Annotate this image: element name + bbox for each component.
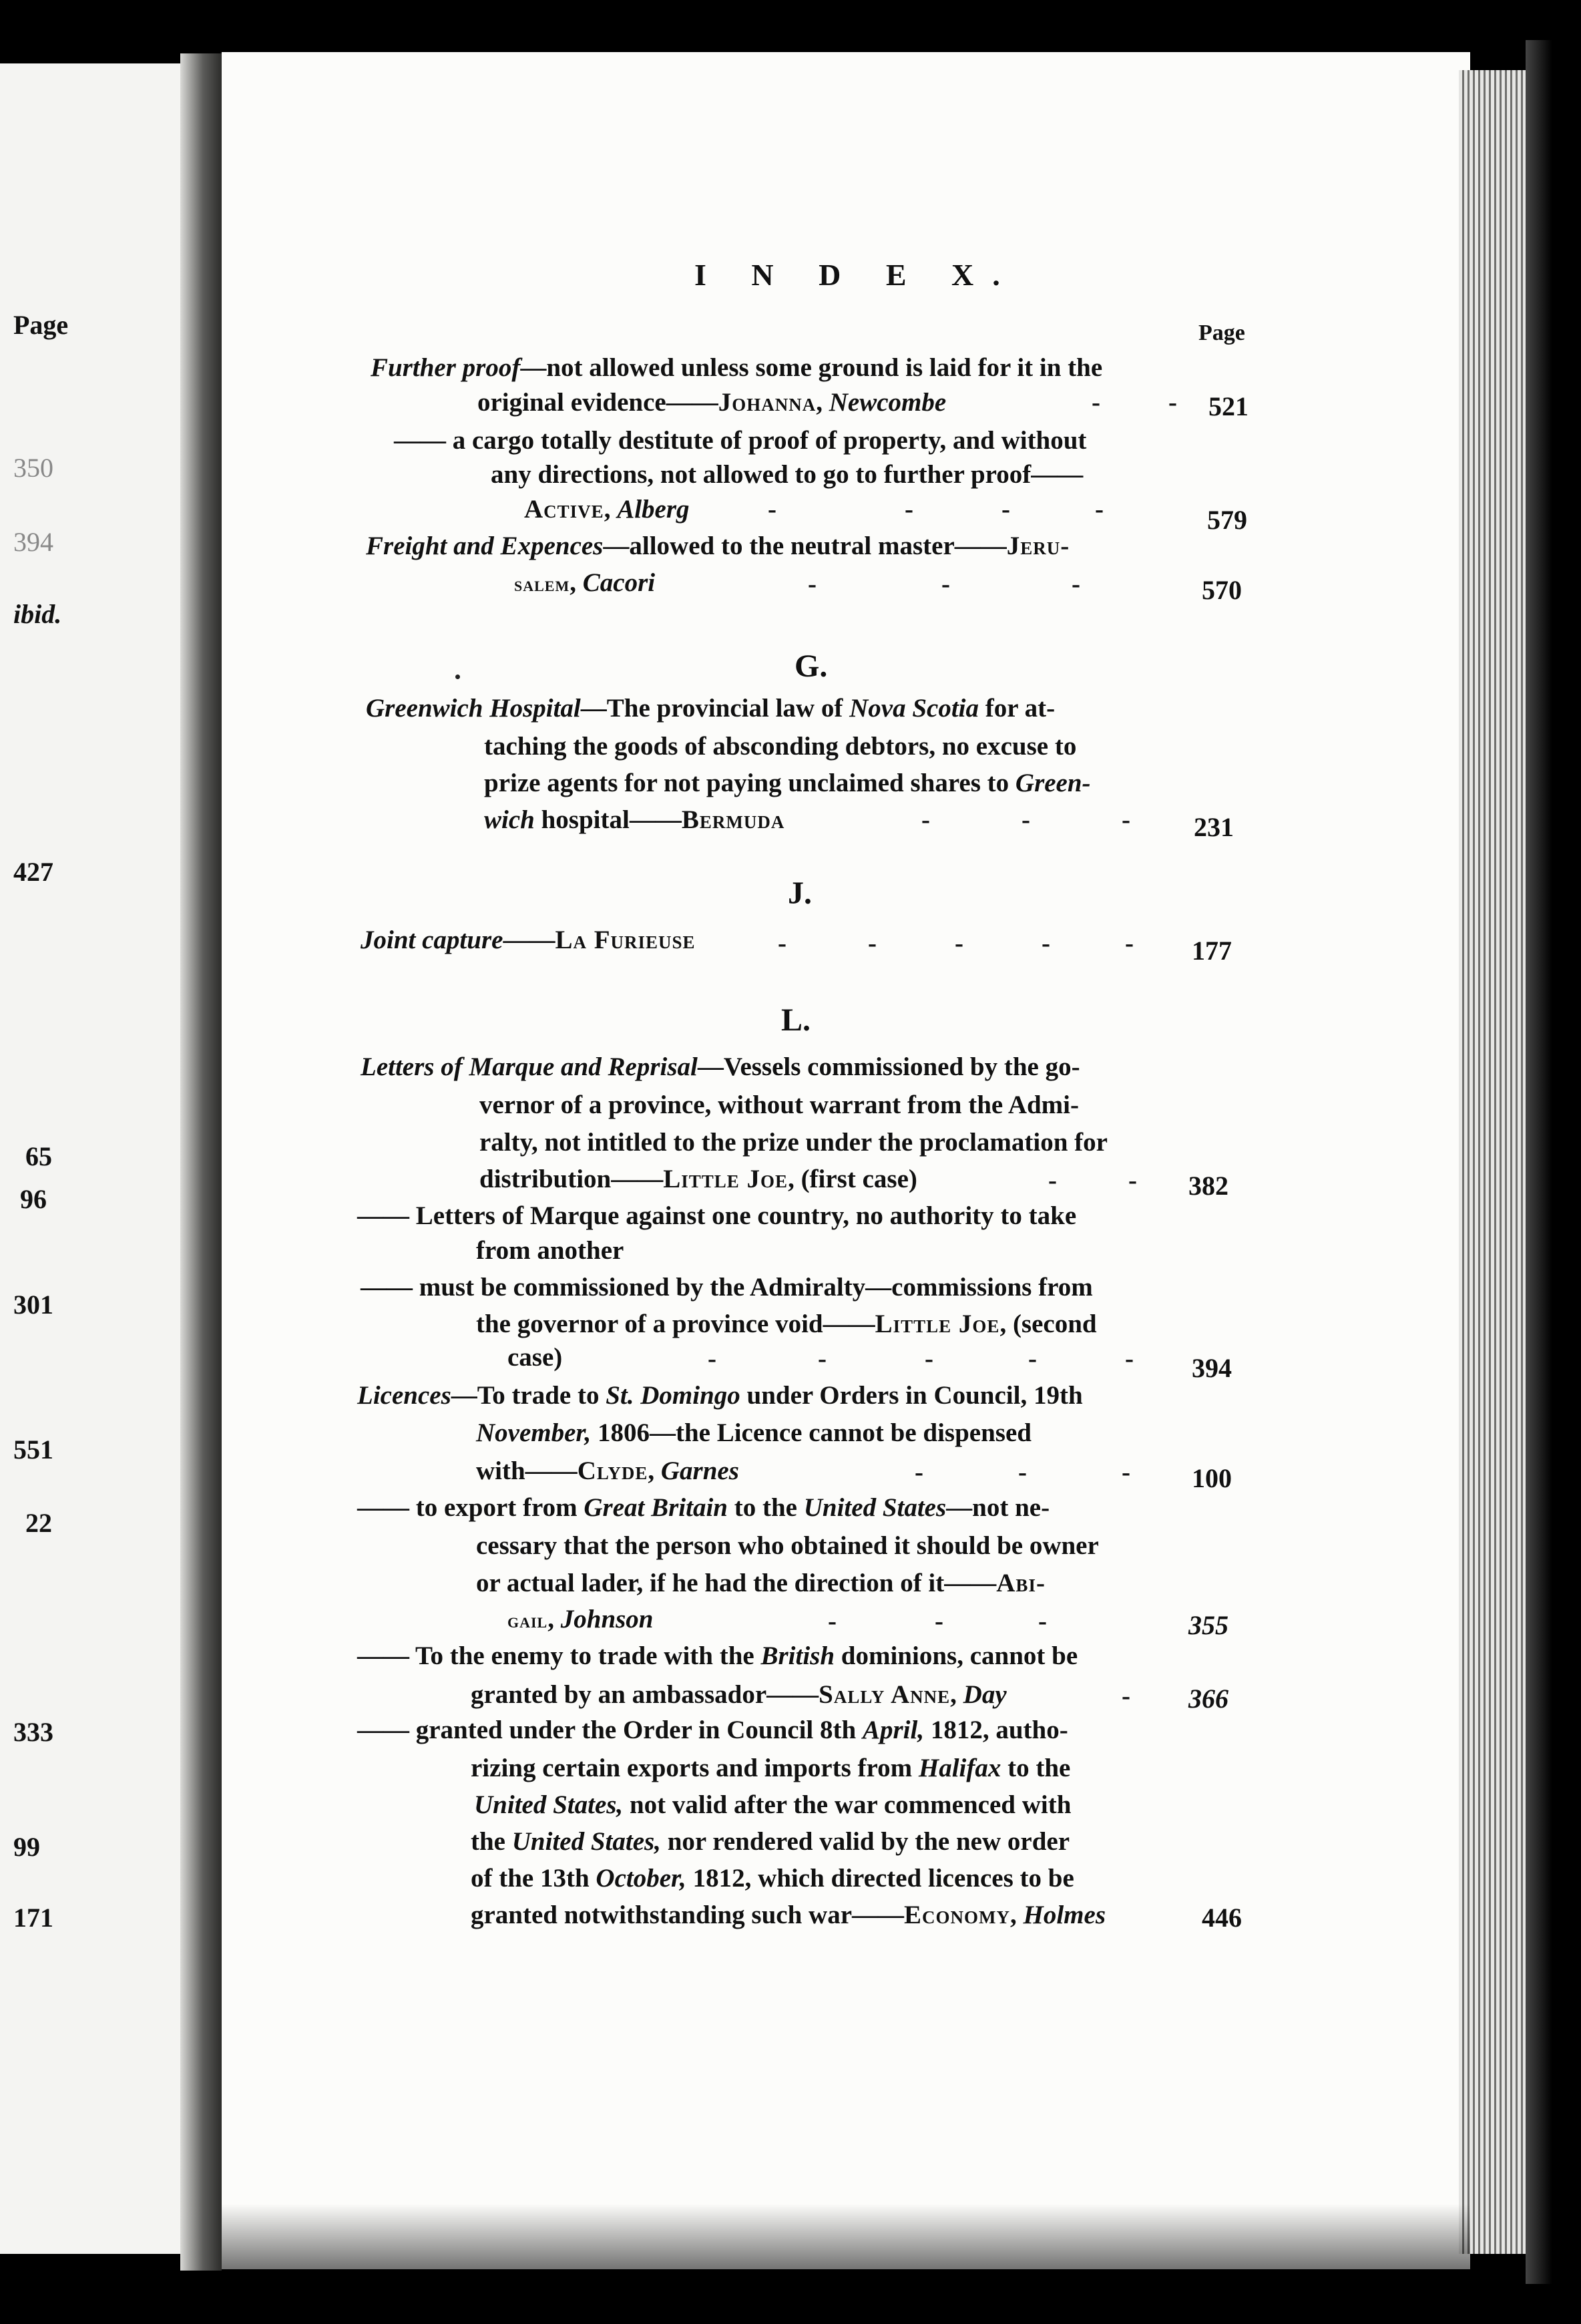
leader-dash: - bbox=[1022, 805, 1030, 834]
leader-dash: - bbox=[1168, 388, 1177, 417]
leader-dash: - bbox=[768, 495, 776, 524]
leader-dash: - bbox=[941, 570, 950, 598]
page-reference: 394 bbox=[1192, 1353, 1232, 1383]
leader-dash: - bbox=[1125, 929, 1134, 958]
leader-dash: - bbox=[921, 805, 930, 834]
left-page-number: 96 bbox=[20, 1184, 47, 1214]
page-reference: 231 bbox=[1194, 812, 1234, 842]
section-letter: G. bbox=[795, 648, 828, 684]
index-entry-line: prize agents for not paying unclaimed shares to Green- bbox=[484, 769, 1091, 797]
index-entry-line: Further proof—not allowed unless some ground is laid for it in the bbox=[371, 353, 1103, 382]
leader-dash: - bbox=[778, 929, 786, 958]
section-letter: L. bbox=[781, 1002, 811, 1038]
ink-speck bbox=[455, 674, 460, 679]
page-reference: 366 bbox=[1188, 1684, 1228, 1714]
left-page-number: 427 bbox=[13, 857, 53, 887]
index-entry-line: cessary that the person who obtained it should be owner bbox=[476, 1531, 1099, 1560]
leader-dash: - bbox=[1042, 929, 1050, 958]
page-reference: 446 bbox=[1202, 1903, 1242, 1933]
main-page bbox=[222, 52, 1470, 2269]
index-entry-line: Active, Alberg bbox=[524, 495, 690, 524]
page-bottom-shadow bbox=[222, 2204, 1470, 2271]
left-page-number: ibid. bbox=[13, 599, 62, 629]
leader-dash: - bbox=[1038, 1607, 1047, 1635]
leader-dash: - bbox=[818, 1344, 827, 1373]
page-title: I N D E X. bbox=[694, 258, 1019, 292]
leader-dash: - bbox=[1095, 495, 1104, 524]
leader-dash: - bbox=[708, 1344, 716, 1373]
index-entry-line: with——Clyde, Garnes bbox=[476, 1457, 739, 1485]
index-entry-line: the United States, nor rendered valid by the new order bbox=[471, 1827, 1070, 1856]
page-reference: 382 bbox=[1188, 1171, 1228, 1201]
page-reference: 355 bbox=[1188, 1610, 1228, 1640]
index-entry-line: taching the goods of absconding debtors, no excuse to bbox=[484, 732, 1077, 761]
leader-dash: - bbox=[1125, 1344, 1134, 1373]
book-gutter bbox=[180, 53, 222, 2271]
index-entry-line: or actual lader, if he had the direction of it——Abi- bbox=[476, 1569, 1046, 1597]
leader-dash: - bbox=[925, 1344, 933, 1373]
index-entry-line: November, 1806—the Licence cannot be dispensed bbox=[476, 1418, 1032, 1447]
leader-dash: - bbox=[1122, 805, 1130, 834]
index-entry-line: —— granted under the Order in Council 8th April, 1812, autho- bbox=[357, 1716, 1068, 1744]
leader-dash: - bbox=[1018, 1458, 1027, 1487]
leader-dash: - bbox=[1092, 388, 1100, 417]
left-page-number: 551 bbox=[13, 1434, 53, 1465]
page-reference: 579 bbox=[1207, 505, 1247, 535]
index-entry-line: Letters of Marque and Reprisal—Vessels commissioned by the go- bbox=[361, 1052, 1080, 1081]
index-entry-line: —— Letters of Marque against one country, no authority to take bbox=[357, 1201, 1077, 1230]
left-page-number: 394 bbox=[13, 527, 53, 557]
leader-dash: - bbox=[955, 929, 963, 958]
leader-dash: - bbox=[868, 929, 877, 958]
index-entry-line: rizing certain exports and imports from Halifax to the bbox=[471, 1754, 1071, 1782]
left-page-number: 301 bbox=[13, 1290, 53, 1320]
index-entry-line: ralty, not intitled to the prize under the proclamation for bbox=[479, 1128, 1108, 1157]
left-page-number: 99 bbox=[13, 1832, 40, 1862]
leader-dash: - bbox=[1128, 1166, 1137, 1195]
left-page-number: 22 bbox=[25, 1508, 52, 1538]
index-entry-line: wich hospital——Bermuda bbox=[484, 805, 785, 834]
index-entry-line: salem, Cacori bbox=[514, 568, 656, 597]
left-page-number: 65 bbox=[25, 1141, 52, 1171]
leader-dash: - bbox=[915, 1458, 923, 1487]
index-entry-line: Freight and Expences—allowed to the neutral master——Jeru- bbox=[366, 532, 1070, 560]
leader-dash: - bbox=[1122, 1458, 1130, 1487]
index-entry-line: Greenwich Hospital—The provincial law of Nova Scotia for at- bbox=[366, 694, 1056, 723]
leader-dash: - bbox=[1122, 1682, 1130, 1710]
index-entry-line: —— to export from Great Britain to the United States—not ne- bbox=[357, 1493, 1050, 1522]
index-entry-line: —— To the enemy to trade with the British dominions, cannot be bbox=[357, 1641, 1078, 1670]
index-entry-line: —— a cargo totally destitute of proof of property, and without bbox=[394, 426, 1087, 455]
leader-dash: - bbox=[1001, 495, 1010, 524]
index-entry-line: vernor of a province, without warrant from the Admi- bbox=[479, 1091, 1079, 1119]
index-entry-line: the governor of a province void——Little Joe, (second bbox=[476, 1310, 1097, 1338]
page-column-heading: Page bbox=[1198, 321, 1245, 345]
page-reference: 521 bbox=[1208, 391, 1249, 421]
leader-dash: - bbox=[1072, 570, 1080, 598]
page-reference: 570 bbox=[1202, 575, 1242, 605]
leader-dash: - bbox=[808, 570, 817, 598]
index-entry-line: distribution——Little Joe, (first case) bbox=[479, 1165, 917, 1193]
index-entry-line: case) bbox=[507, 1343, 563, 1372]
leader-dash: - bbox=[1048, 1166, 1057, 1195]
leader-dash: - bbox=[905, 495, 913, 524]
index-entry-line: granted by an ambassador——Sally Anne, Day bbox=[471, 1680, 1007, 1709]
index-entry-line: —— must be commissioned by the Admiralty—commissions from bbox=[361, 1273, 1093, 1302]
page-reference: 177 bbox=[1192, 936, 1232, 966]
leader-dash: - bbox=[1028, 1344, 1037, 1373]
index-entry-line: United States, not valid after the war commenced with bbox=[474, 1790, 1072, 1819]
section-letter: J. bbox=[788, 876, 812, 911]
index-entry-line: from another bbox=[476, 1236, 624, 1265]
index-entry-line: granted notwithstanding such war——Economy, Holmes bbox=[471, 1901, 1106, 1929]
left-page-number: 171 bbox=[13, 1903, 53, 1933]
leader-dash: - bbox=[828, 1607, 837, 1635]
index-entry-line: of the 13th October, 1812, which directed licences to be bbox=[471, 1864, 1074, 1893]
left-page-number: 350 bbox=[13, 453, 53, 483]
index-entry-line: Joint capture——La Furieuse bbox=[361, 926, 696, 954]
index-entry-line: any directions, not allowed to go to further proof—— bbox=[491, 460, 1084, 489]
left-page-heading: Page bbox=[13, 310, 69, 340]
fore-edge-shadow bbox=[1526, 40, 1552, 2284]
page-fore-edge bbox=[1459, 70, 1526, 2254]
index-entry-line: gail, Johnson bbox=[507, 1605, 654, 1633]
page-reference: 100 bbox=[1192, 1463, 1232, 1493]
index-entry-line: original evidence——Johanna, Newcombe bbox=[477, 388, 947, 417]
left-page-number: 333 bbox=[13, 1717, 53, 1747]
index-entry-line: Licences—To trade to St. Domingo under Orders in Council, 19th bbox=[357, 1381, 1083, 1410]
leader-dash: - bbox=[935, 1607, 943, 1635]
